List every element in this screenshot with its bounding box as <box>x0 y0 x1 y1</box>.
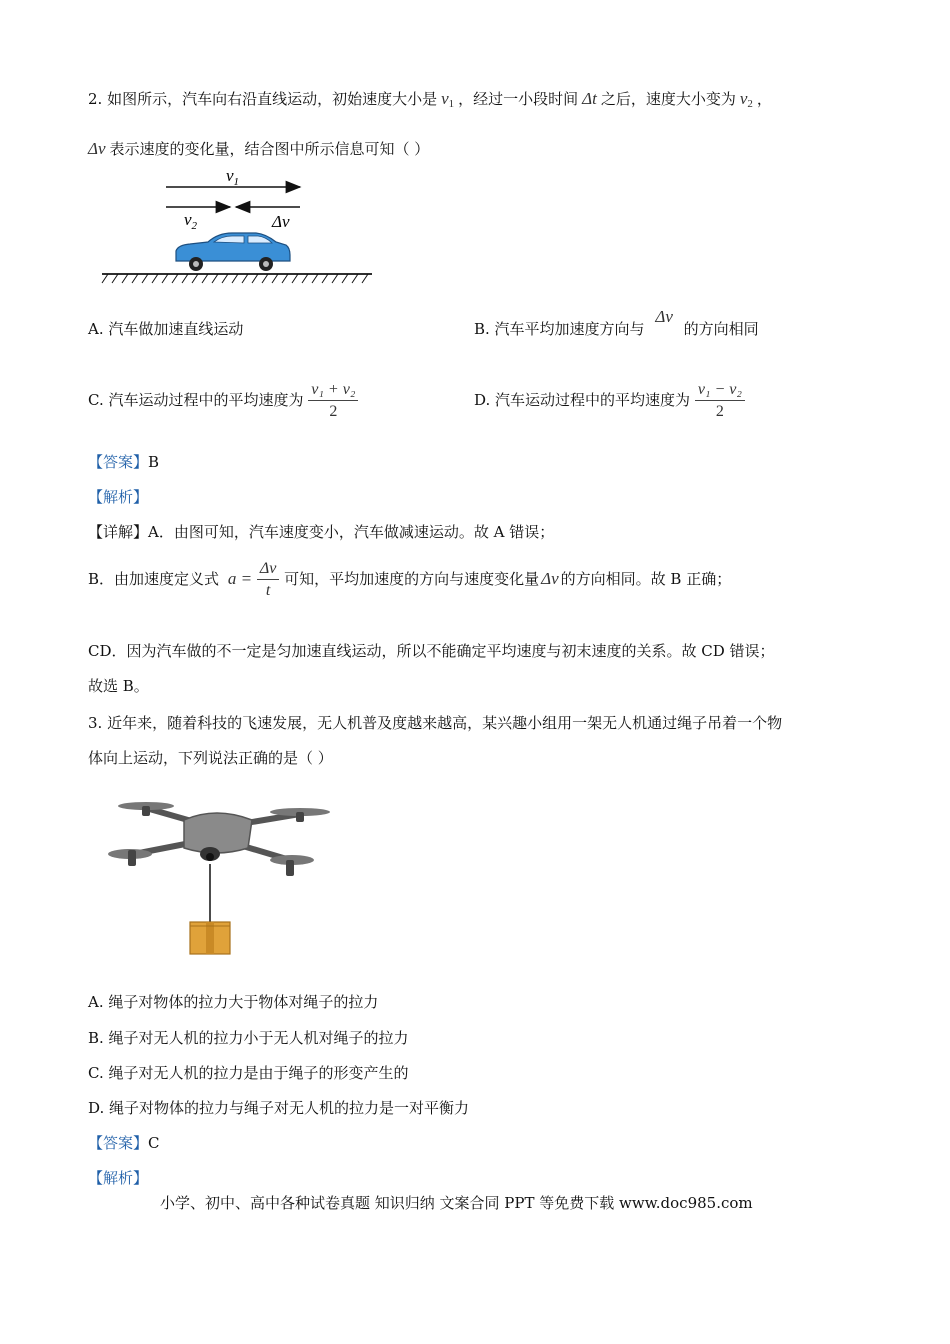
q2-option-d-fraction <box>695 380 745 423</box>
q2-stem-line-2 <box>88 138 429 160</box>
package-box-icon <box>190 922 230 954</box>
q2-stem-1c: 之后，速度大小变为 <box>600 90 736 108</box>
detail-b-post: 的方向相同。故 B 正确； <box>560 570 732 588</box>
q3-option-c: C. 绳子对无人机的拉力是由于绳子的形变产生的 <box>88 1064 409 1082</box>
detail-b-fraction <box>257 559 280 602</box>
q2-stem-line-1 <box>88 88 772 115</box>
frac-c-numerator: v₁ + v₂ <box>308 380 358 401</box>
frac-d-denominator: 2 <box>715 402 724 420</box>
detail-b-pre: B．由加速度定义式 <box>88 570 220 588</box>
sym-v1-letter: v <box>441 89 449 108</box>
sym-delta-t: Δt <box>582 89 597 108</box>
analysis-tag: 【解析】 <box>88 1169 149 1187</box>
answer-tag: 【答案】 <box>88 1134 149 1152</box>
q2-answer <box>88 451 159 473</box>
sym-v1-sub: 1 <box>448 98 455 110</box>
q2-detail-b <box>88 556 731 602</box>
answer-value: C <box>148 1134 160 1152</box>
q2-stem-1a: 2. 如图所示，汽车向右沿直线运动，初始速度大小是 <box>88 90 438 108</box>
drone-icon <box>108 802 330 876</box>
answer-value: B <box>148 453 160 471</box>
q2-stem-2: 表示速度的变化量，结合图中所示信息可知（ ） <box>109 140 430 158</box>
q3-stem-line-2: 体向上运动，下列说法正确的是（ ） <box>88 749 333 767</box>
q2-option-b-pre: B. 汽车平均加速度方向与 <box>474 320 645 338</box>
page-footer: 小学、初中、高中各种试卷真题 知识归纳 文案合同 PPT 等免费下载 www.doc985.com <box>160 1194 753 1212</box>
q2-option-b-dv: Δv <box>655 307 673 326</box>
analysis-tag: 【解析】 <box>88 488 149 506</box>
sym-v2 <box>740 89 753 108</box>
sym-delta-v: Δv <box>88 139 106 158</box>
detail-b-numerator: Δv <box>257 559 280 580</box>
q3-option-d: D. 绳子对物体的拉力与绳子对无人机的拉力是一对平衡力 <box>88 1099 470 1117</box>
detail-a-text: A．由图可知，汽车速度变小，汽车做减速运动。故 A 错误； <box>148 523 555 541</box>
frac-d-numerator: v₁ − v₂ <box>695 380 745 401</box>
car-icon <box>176 233 290 271</box>
v2-label: $v_2$ <box>184 210 198 232</box>
q2-option-d <box>474 378 745 423</box>
sym-v2-sub: 2 <box>747 98 753 110</box>
v1-label: $v_1$ <box>226 166 240 188</box>
q2-conclusion: 故选 B。 <box>88 677 149 695</box>
ground-hatching <box>102 274 368 283</box>
q2-option-a: A. 汽车做加速直线运动 <box>88 320 244 338</box>
q2-option-b-post: 的方向相同 <box>683 320 759 338</box>
q3-option-a: A. 绳子对物体的拉力大于物体对绳子的拉力 <box>88 993 379 1011</box>
q3-answer <box>88 1132 160 1154</box>
q3-stem-line-1: 3. 近年来，随着科技的飞速发展，无人机普及度越来越高，某兴趣小组用一架无人机通过绳子吊着一个物 <box>88 714 783 732</box>
q2-option-d-text: D. 汽车运动过程中的平均速度为 <box>474 391 691 409</box>
q2-analysis <box>88 486 148 508</box>
frac-c-denominator: 2 <box>329 402 338 420</box>
q2-option-b <box>474 307 759 340</box>
q2-stem-1d: ， <box>756 90 772 108</box>
q2-option-c-fraction <box>308 380 358 423</box>
q2-option-c-text: C. 汽车运动过程中的平均速度为 <box>88 391 304 409</box>
q2-detail-cd: CD．因为汽车做的不一定是匀加速直线运动，所以不能确定平均速度与初末速度的关系。故 CD 错误； <box>88 642 775 660</box>
detail-tag: 【详解】 <box>88 523 149 541</box>
detail-b-dv: Δv <box>541 569 559 588</box>
detail-b-mid: 可知，平均加速度的方向与速度变化量 <box>284 570 540 588</box>
detail-b-denominator: t <box>265 581 271 599</box>
detail-b-a-eq: a = <box>227 569 253 588</box>
q2-stem-1b: ，经过一小段时间 <box>458 90 579 108</box>
sym-v2-letter: v <box>739 89 748 108</box>
q3-option-b: B. 绳子对无人机的拉力小于无人机对绳子的拉力 <box>88 1029 409 1047</box>
drone-figure <box>104 786 334 961</box>
q2-detail-a <box>88 521 554 543</box>
delta-v-label: Δv <box>272 212 290 231</box>
answer-tag: 【答案】 <box>88 453 149 471</box>
q3-analysis <box>88 1167 148 1189</box>
sym-v1 <box>441 89 454 108</box>
q2-option-c <box>88 378 358 423</box>
car-velocity-figure <box>100 165 380 290</box>
